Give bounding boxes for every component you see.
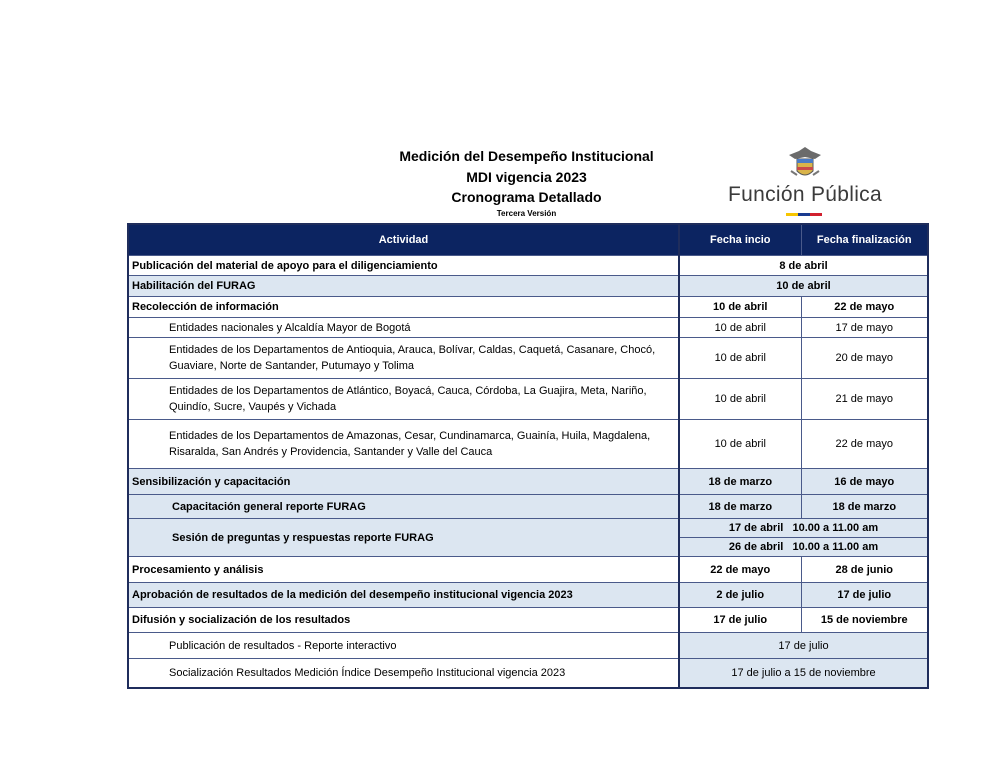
column-header-activity: Actividad (128, 224, 679, 256)
table-row (128, 608, 928, 633)
activity-cell: Entidades nacionales y Alcaldía Mayor de Bogotá (128, 318, 679, 338)
session-date-cell: 17 de abril 10.00 a 11.00 am (679, 519, 928, 538)
activity-cell (128, 379, 679, 420)
activity-cell (128, 338, 679, 379)
end-date-cell: 17 de mayo (801, 318, 928, 338)
activity-line: Entidades de los Departamentos de Antioquia, Arauca, Bolívar, Caldas, Caquetá, Casanare, Chocó, (169, 344, 656, 356)
start-date-cell: 2 de julio (679, 583, 801, 608)
table-row (128, 633, 928, 659)
activity-cell (128, 420, 679, 469)
start-date-cell: 17 de julio (679, 608, 801, 633)
start-date-cell: 10 de abril (679, 318, 801, 338)
table-row (128, 297, 928, 318)
end-date-cell: 18 de marzo (801, 495, 928, 519)
start-date-cell: 10 de abril (679, 420, 801, 469)
activity-line: Risaralda, San Andrés y Providencia, Santander y Valle del Cauca (169, 446, 493, 458)
date-cell: 8 de abril (679, 256, 928, 276)
table-row (128, 659, 928, 688)
version-label: Tercera Versión (496, 209, 557, 218)
start-date-cell: 18 de marzo (679, 495, 801, 519)
end-date-cell: 22 de mayo (801, 297, 928, 318)
start-date-cell: 10 de abril (679, 338, 801, 379)
funcion-publica-logo (715, 145, 895, 220)
flag-stripe (786, 213, 822, 216)
date-cell: 17 de julio (679, 633, 928, 659)
activity-cell: Publicación del material de apoyo para el diligenciamiento (128, 256, 679, 276)
activity-line: Quindío, Sucre, Vaupés y Vichada (169, 401, 337, 413)
activity-cell: Recolección de información (128, 297, 679, 318)
table-header-row (128, 224, 928, 256)
column-header-start: Fecha incio (679, 224, 801, 256)
table-row (128, 420, 928, 469)
column-header-end: Fecha finalización (801, 224, 928, 256)
activity-cell: Sensibilización y capacitación (128, 469, 679, 495)
start-date-cell: 22 de mayo (679, 557, 801, 583)
activity-cell: Difusión y socialización de los resultados (128, 608, 679, 633)
end-date-cell: 22 de mayo (801, 420, 928, 469)
activity-cell: Aprobación de resultados de la medición del desempeño institucional vigencia 2023 (128, 583, 679, 608)
document-title: Medición del Desempeño Institucional (399, 148, 654, 164)
end-date-cell: 17 de julio (801, 583, 928, 608)
end-date-cell: 16 de mayo (801, 469, 928, 495)
document-subtitle: MDI vigencia 2023 (466, 169, 587, 185)
activity-line: Entidades de los Departamentos de Atlántico, Boyacá, Cauca, Córdoba, La Guajira, Meta, Nariño, (169, 385, 647, 397)
session-date-cell: 26 de abril 10.00 a 11.00 am (679, 538, 928, 557)
start-date-cell: 18 de marzo (679, 469, 801, 495)
end-date-cell: 28 de junio (801, 557, 928, 583)
activity-cell: Sesión de preguntas y respuestas reporte FURAG (128, 519, 679, 557)
table-row (128, 276, 928, 297)
end-date-cell: 15 de noviembre (801, 608, 928, 633)
logo-text: Función Pública (728, 183, 882, 206)
activity-cell: Capacitación general reporte FURAG (128, 495, 679, 519)
activity-cell: Socialización Resultados Medición Índice Desempeño Institucional vigencia 2023 (128, 659, 679, 688)
date-cell: 10 de abril (679, 276, 928, 297)
table-row (128, 338, 928, 379)
schedule-table (127, 223, 929, 689)
date-cell: 17 de julio a 15 de noviembre (679, 659, 928, 688)
table-row (128, 469, 928, 495)
table-row (128, 583, 928, 608)
table-row (128, 379, 928, 420)
table-row (128, 495, 928, 519)
table-row (128, 256, 928, 276)
table-row (128, 519, 928, 538)
table-row (128, 318, 928, 338)
coat-of-arms-icon (785, 145, 825, 183)
end-date-cell: 21 de mayo (801, 379, 928, 420)
table-row (128, 557, 928, 583)
activity-line: Guaviare, Norte de Santander, Putumayo y Tolima (169, 360, 414, 372)
end-date-cell: 20 de mayo (801, 338, 928, 379)
activity-cell: Habilitación del FURAG (128, 276, 679, 297)
activity-line: Entidades de los Departamentos de Amazonas, Cesar, Cundinamarca, Guainía, Huila, Magdalena, (169, 430, 651, 442)
start-date-cell: 10 de abril (679, 379, 801, 420)
document-heading: Cronograma Detallado (451, 189, 602, 205)
activity-cell: Publicación de resultados - Reporte interactivo (128, 633, 679, 659)
activity-cell: Procesamiento y análisis (128, 557, 679, 583)
start-date-cell: 10 de abril (679, 297, 801, 318)
